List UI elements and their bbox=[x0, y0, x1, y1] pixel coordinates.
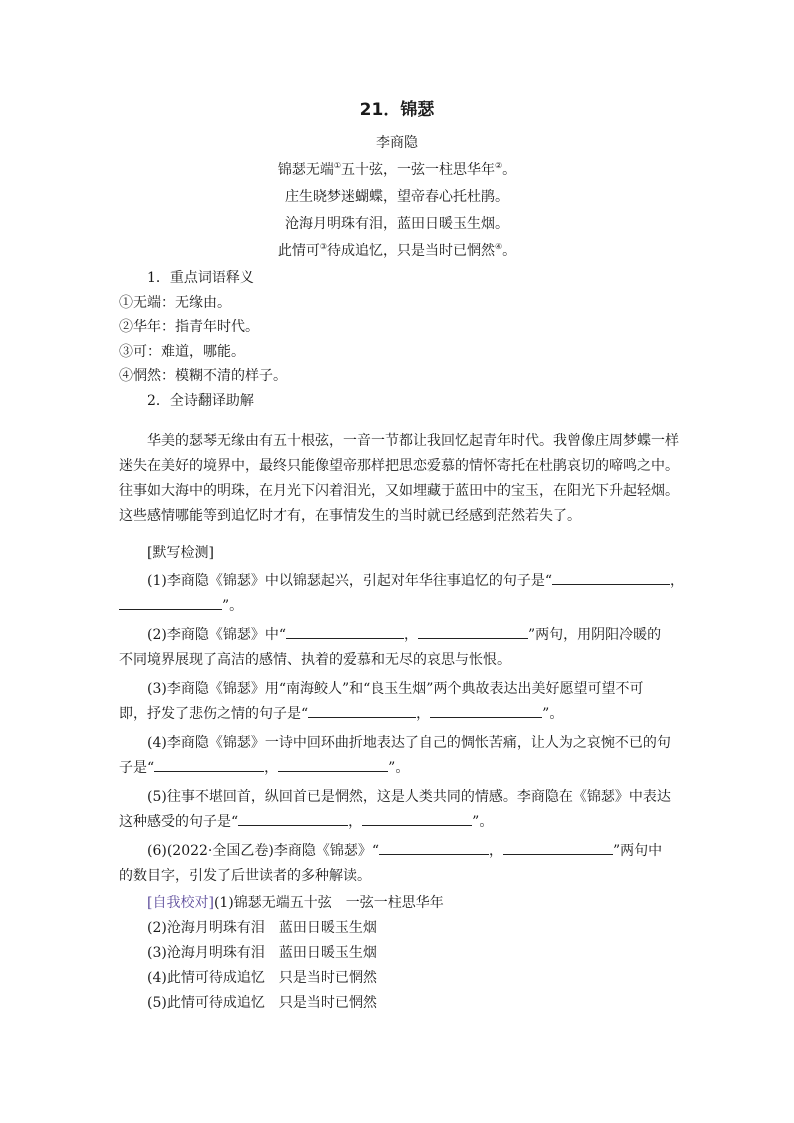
question-3: (3)李商隐《锦瑟》用“南海鲛人”和“良玉生烟”两个典故表达出美好愿望可望不可 bbox=[147, 681, 644, 697]
question-4: (4)李商隐《锦瑟》一诗中回环曲折地表达了自己的惆怅苦痛，让人为之哀惋不已的句 bbox=[147, 735, 671, 751]
question-2-cont: 不同境界展现了高洁的感情、执着的爱慕和无尽的哀思与怅恨。 bbox=[119, 652, 511, 668]
footnote-ref-2: ② bbox=[495, 161, 503, 170]
answer-blank[interactable] bbox=[503, 840, 613, 855]
footnote-ref-4: ④ bbox=[495, 242, 503, 251]
translation-line: 这些感情哪能等到追忆时才有，在事情发生的当时就已经感到茫然若失了。 bbox=[119, 508, 581, 524]
answer-1: [自我校对](1)锦瑟无端五十弦 一弦一柱思华年 bbox=[147, 895, 444, 911]
vocab-item: ②华年：指青年时代。 bbox=[119, 319, 259, 335]
footnote-ref-3: ③ bbox=[319, 242, 327, 251]
translation-line: 往事如大海中的明珠，在月光下闪着泪光，又如埋藏于蓝田中的宝玉，在阳光下升起轻烟。 bbox=[119, 483, 679, 499]
question-6-cont: 的数目字，引发了后世读者的多种解读。 bbox=[119, 868, 371, 884]
question-2: (2)李商隐《锦瑟》中“ ， ”两句，用阴阳冷暖的 bbox=[119, 623, 687, 648]
translation-line: 迷失在美好的境界中，最终只能像望帝那样把思恋爱慕的情怀寄托在杜鹃哀切的啼鸣之中。 bbox=[119, 458, 679, 474]
dictation-section bbox=[119, 541, 687, 889]
vocab-item: ④惘然：模糊不清的样子。 bbox=[119, 368, 287, 384]
vocab-item: ①无端：无缘由。 bbox=[119, 294, 231, 311]
answer-blank[interactable] bbox=[308, 703, 416, 718]
poem-line-4: 此情可③待成追忆，只是当时已惘然④。 bbox=[277, 242, 517, 259]
answer-blank[interactable] bbox=[286, 624, 404, 639]
question-1-cont: ”。 bbox=[119, 594, 687, 619]
self-check-label: [自我校对] bbox=[147, 895, 214, 911]
question-3-cont: 即，抒发了悲伤之情的句子是“ ， ”。 bbox=[119, 702, 687, 727]
question-6: (6)(2022·全国乙卷)李商隐《锦瑟》“ ， ”两句中 bbox=[119, 839, 687, 864]
answer-4: (4)此情可待成追忆 只是当时已惘然 bbox=[147, 970, 377, 986]
answer-blank[interactable] bbox=[430, 703, 542, 718]
translation-paragraph bbox=[119, 429, 687, 529]
footnote-ref-1: ① bbox=[333, 161, 341, 170]
poem-line-3: 沧海月明珠有泪，蓝田日暖玉生烟。 bbox=[285, 216, 509, 232]
answer-blank[interactable] bbox=[379, 840, 489, 855]
question-1: (1)李商隐《锦瑟》中以锦瑟起兴，引起对年华往事追忆的句子是“ ， bbox=[119, 569, 687, 594]
vocab-item: ③可：难道，哪能。 bbox=[119, 343, 245, 360]
translation-line: 华美的瑟琴无缘由有五十根弦，一音一节都让我回忆起青年时代。我曾像庄周梦蝶一样 bbox=[147, 433, 679, 449]
poem-author: 李商隐 bbox=[376, 135, 418, 151]
question-4-cont: 子是“ ， ”。 bbox=[119, 756, 687, 781]
answer-blank[interactable] bbox=[552, 570, 670, 585]
answer-blank[interactable] bbox=[119, 595, 222, 610]
answer-blank[interactable] bbox=[278, 757, 388, 772]
section-heading-translation: 2．全诗翻译助解 bbox=[147, 392, 254, 409]
answer-blank[interactable] bbox=[362, 811, 472, 826]
vocabulary-section bbox=[119, 266, 691, 413]
answer-blank[interactable] bbox=[154, 757, 264, 772]
answer-2: (2)沧海月明珠有泪 蓝田日暖玉生烟 bbox=[147, 920, 377, 936]
dictation-heading: [默写检测] bbox=[147, 545, 214, 561]
poem-line-2: 庄生晓梦迷蝴蝶，望帝春心托杜鹃。 bbox=[285, 189, 509, 205]
section-heading-vocabulary: 1．重点词语释义 bbox=[147, 270, 254, 286]
answer-key bbox=[119, 891, 687, 1016]
poem-body bbox=[0, 131, 794, 266]
answer-blank[interactable] bbox=[238, 811, 348, 826]
poem-title: 21．锦瑟 bbox=[359, 100, 435, 120]
question-5: (5)往事不堪回首，纵回首已是惘然，这是人类共同的情感。李商隐在《锦瑟》中表达 bbox=[147, 789, 671, 805]
answer-5: (5)此情可待成追忆 只是当时已惘然 bbox=[147, 995, 377, 1011]
answer-blank[interactable] bbox=[418, 624, 528, 639]
answer-3: (3)沧海月明珠有泪 蓝田日暖玉生烟 bbox=[147, 945, 377, 961]
question-5-cont: 这种感受的句子是“ ， ”。 bbox=[119, 810, 687, 835]
poem-line-1: 锦瑟无端①五十弦，一弦一柱思华年②。 bbox=[277, 161, 517, 178]
